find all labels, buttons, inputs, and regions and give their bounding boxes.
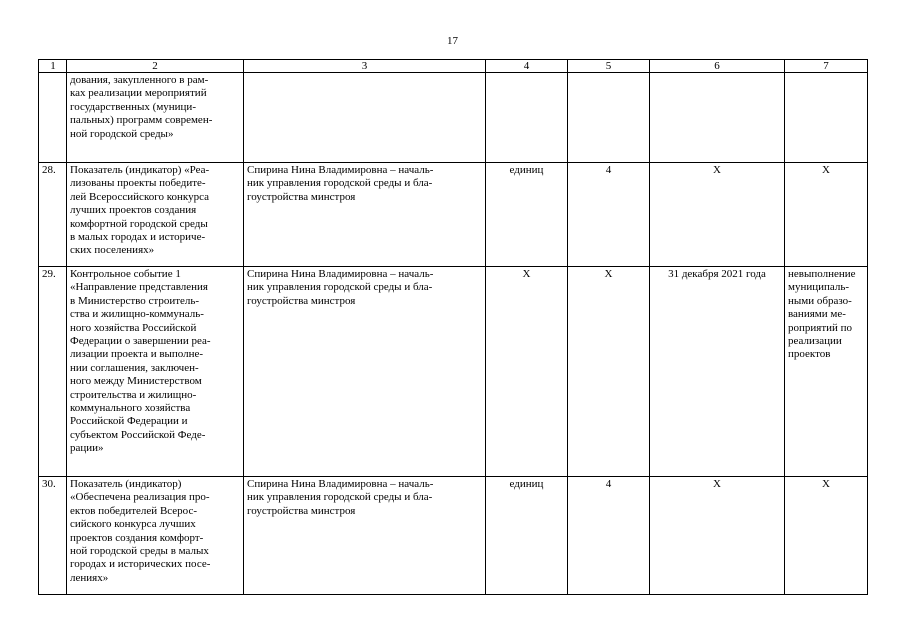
table-header-row xyxy=(39,60,868,73)
item-name: Показатель (индикатор) «Реа- лизованы проекты победите- лей Всероссийского конкурса лучших проектов создания комфортной городской среды в малых городах и историче- ских поселениях» xyxy=(67,163,244,267)
responsible-person: Спирина Нина Владимировна – началь- ник управления городской среды и бла- гоустройства минстроя xyxy=(244,163,486,267)
table-row xyxy=(39,163,868,267)
header-cell: 7 xyxy=(785,60,868,73)
page-number: 17 xyxy=(447,35,458,47)
target-value: Х xyxy=(568,267,650,477)
unit: единиц xyxy=(486,477,568,595)
target-value: 4 xyxy=(568,477,650,595)
header-cell: 2 xyxy=(67,60,244,73)
schedule-table xyxy=(38,59,868,595)
item-name: Контрольное событие 1 «Направление представления в Министерство строитель- ства и жилищно-коммуналь- ного хозяйства Российской Федерации о завершении реа- лизации проекта и выполне- нии соглашения, заключен- ного между Министерством строительства и жилищно- коммунального хозяйства Российской Федерации и субъектом Российской Феде- рации» xyxy=(67,267,244,477)
table-row xyxy=(39,477,868,595)
risk-note: Х xyxy=(785,163,868,267)
target-value xyxy=(568,73,650,163)
deadline: Х xyxy=(650,477,785,595)
responsible-person: Спирина Нина Владимировна – началь- ник управления городской среды и бла- гоустройства минстроя xyxy=(244,477,486,595)
unit xyxy=(486,73,568,163)
target-value: 4 xyxy=(568,163,650,267)
row-number: 29. xyxy=(39,267,67,477)
risk-note xyxy=(785,73,868,163)
deadline xyxy=(650,73,785,163)
header-cell: 4 xyxy=(486,60,568,73)
row-number: 30. xyxy=(39,477,67,595)
risk-note: Х xyxy=(785,477,868,595)
row-number: 28. xyxy=(39,163,67,267)
unit: Х xyxy=(486,267,568,477)
row-number xyxy=(39,73,67,163)
risk-note: невыполнение муниципаль- ными образо- ваниями ме- роприятий по реализации проектов xyxy=(785,267,868,477)
header-cell: 3 xyxy=(244,60,486,73)
table-row xyxy=(39,267,868,477)
header-cell: 6 xyxy=(650,60,785,73)
deadline: 31 декабря 2021 года xyxy=(650,267,785,477)
item-name: Показатель (индикатор) «Обеспечена реализация про- ектов победителей Всерос- сийского конкурса лучших проектов создания комфорт- ной городской среды в малых городах и исторических посе- лениях» xyxy=(67,477,244,595)
responsible-person xyxy=(244,73,486,163)
deadline: Х xyxy=(650,163,785,267)
responsible-person: Спирина Нина Владимировна – началь- ник управления городской среды и бла- гоустройства минстроя xyxy=(244,267,486,477)
header-cell: 5 xyxy=(568,60,650,73)
header-cell: 1 xyxy=(39,60,67,73)
table-row xyxy=(39,73,868,163)
unit: единиц xyxy=(486,163,568,267)
item-name: дования, закупленного в рам- ках реализации мероприятий государственных (муници- пальных) программ современ- ной городской среды» xyxy=(67,73,244,163)
